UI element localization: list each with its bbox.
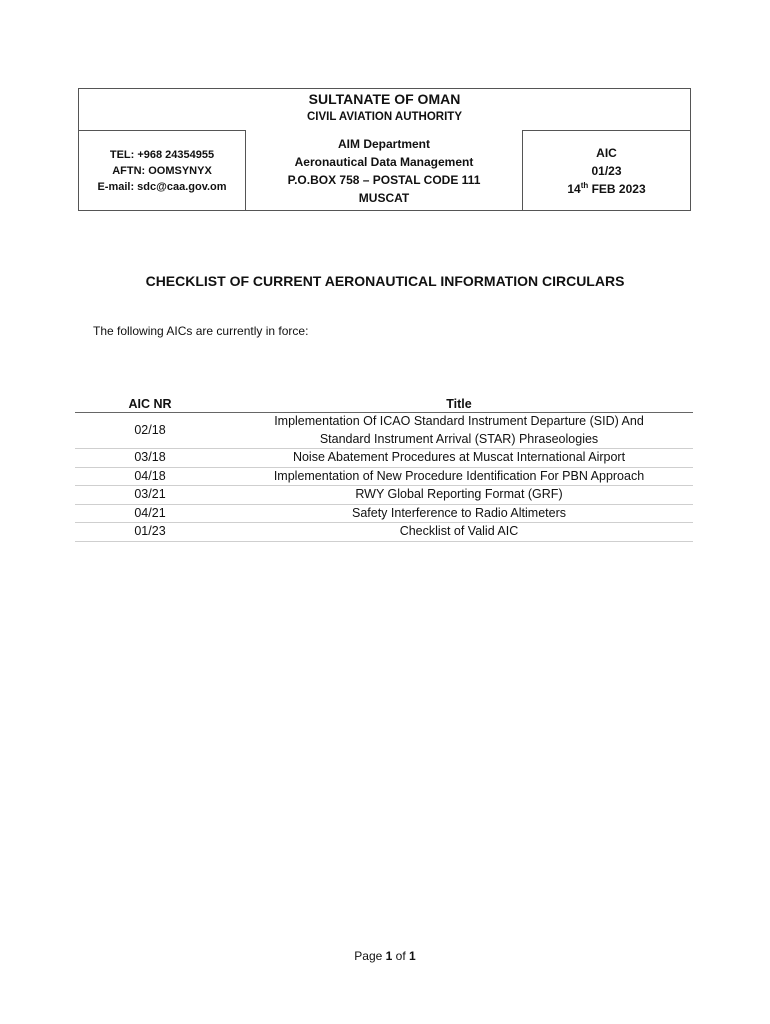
table-row [75,504,693,523]
aic-title-cell: RWY Global Reporting Format (GRF) [225,486,693,505]
department-city: MUSCAT [358,190,410,205]
aic-nr-cell: 04/18 [75,467,225,486]
table-row [75,467,693,486]
aic-table [75,395,693,542]
aic-date-suffix: th [580,181,589,190]
aic-title-cell: Noise Abatement Procedures at Muscat International Airport [225,449,693,468]
column-header-nr: AIC NR [75,395,225,413]
current-page-number: 1 [385,949,393,963]
column-header-title: Title [225,395,693,413]
aic-cell [522,130,691,211]
aic-title-cell: Safety Interference to Radio Altimeters [225,504,693,523]
aic-nr-cell: 01/23 [75,523,225,542]
page-footer [0,949,770,963]
department-cell [246,130,522,211]
aic-nr-cell: 04/21 [75,504,225,523]
authority-subtitle: CIVIL AVIATION AUTHORITY [306,111,463,123]
document-title: CHECKLIST OF CURRENT AERONAUTICAL INFORMATION CIRCULARS [145,273,625,289]
contact-tel: TEL: +968 24354955 [109,149,215,161]
aic-title-cell: Checklist of Valid AIC [225,523,693,542]
header-box [78,88,691,211]
aic-nr-cell: 03/18 [75,449,225,468]
aic-title-cell [225,413,693,449]
aic-nr-cell: 02/18 [75,413,225,449]
table-row [75,523,693,542]
aic-label: AIC [596,146,617,160]
of-word: of [395,949,406,963]
table-row [75,486,693,505]
aic-title-cell: Implementation of New Procedure Identification For PBN Approach [225,467,693,486]
contact-email: E-mail: sdc@caa.gov.om [97,181,227,193]
country-title: SULTANATE OF OMAN [308,91,461,107]
department-unit: Aeronautical Data Management [294,154,474,169]
department-name: AIM Department [337,136,430,151]
table-row [75,413,693,449]
aic-title-line: Implementation Of ICAO Standard Instrument Departure (SID) And [274,414,644,428]
aic-title-line: Standard Instrument Arrival (STAR) Phraseologies [319,431,599,446]
aic-date-day: 14 [567,182,581,196]
contact-aftn: AFTN: OOMSYNYX [112,165,212,177]
intro-text: The following AICs are currently in force: [93,324,309,338]
table-row [75,449,693,468]
total-page-count: 1 [409,949,416,963]
contact-cell [78,130,246,211]
page-word: Page [354,949,383,963]
table-header-row [75,395,693,413]
aic-date-rest: FEB 2023 [588,182,646,196]
aic-number: 01/23 [591,164,622,178]
header-info-row [78,130,691,211]
aic-nr-cell: 03/21 [75,486,225,505]
aic-date [567,180,645,198]
department-po-box: P.O.BOX 758 – POSTAL CODE 111 [287,172,481,187]
